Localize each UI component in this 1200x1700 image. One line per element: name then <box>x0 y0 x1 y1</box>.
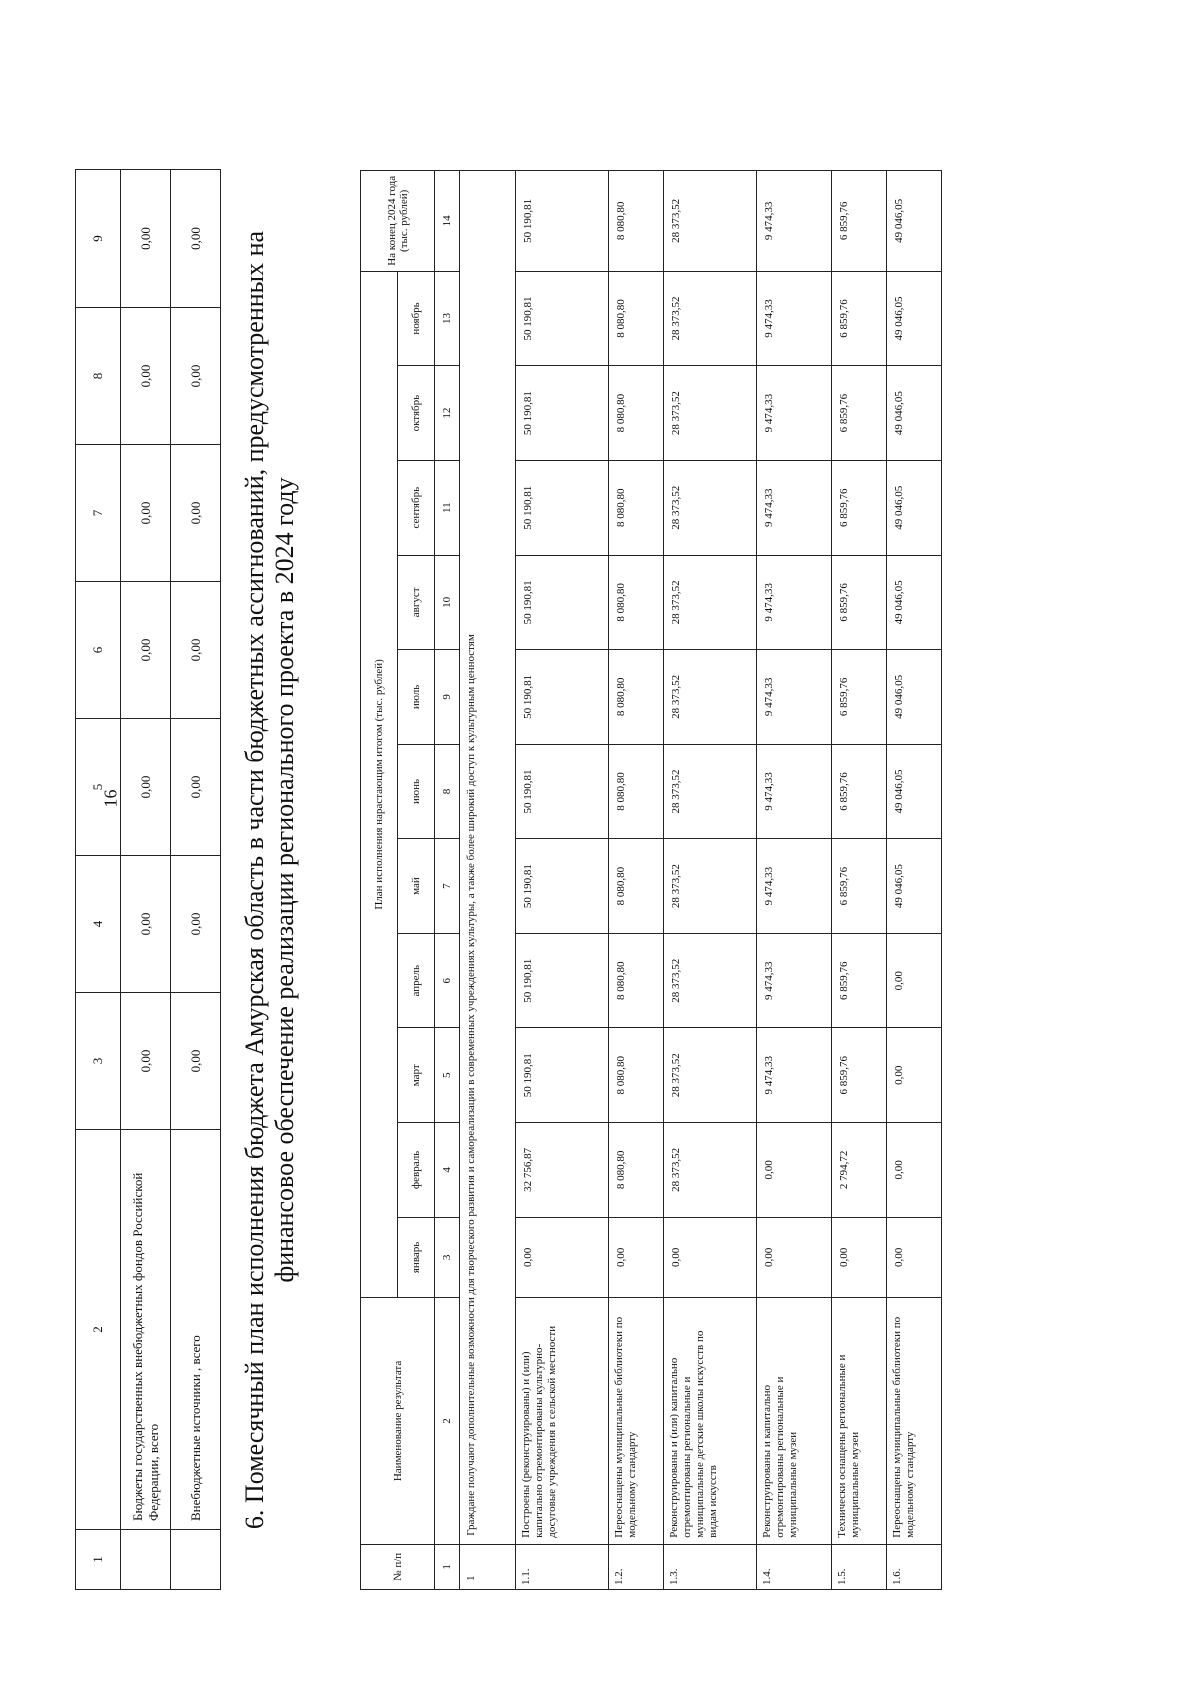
month-value: 49 046,05 <box>887 555 942 650</box>
month-value: 9 474,33 <box>757 555 832 650</box>
row-name: Внебюджетные источники , всего <box>171 1130 221 1530</box>
year-total: 9 474,33 <box>757 171 832 272</box>
month-value: 8 080,80 <box>609 460 664 555</box>
col-num-header: № п/п <box>361 1544 435 1589</box>
month-value: 28 373,52 <box>664 1123 757 1218</box>
month-value: 50 190,81 <box>516 366 609 461</box>
group-text: Граждане получают дополнительные возможности для творческого развития и самореализации в современных учреждениях культуры, а также более широкий доступ к культурным ценностям <box>460 171 516 1545</box>
month-value: 6 859,76 <box>832 933 887 1028</box>
table-row <box>609 171 664 1590</box>
row-name: Построены (реконструированы) и (или) капитально отремонтированы культурно-досуговые учреждения в сельской местности <box>516 1298 609 1545</box>
month-value: 8 080,80 <box>609 933 664 1028</box>
month-value: 8 080,80 <box>609 555 664 650</box>
col-name-header: Наименование результата <box>361 1298 435 1545</box>
year-total: 8 080,80 <box>609 171 664 272</box>
row-index: 1.1. <box>516 1544 609 1589</box>
row-index: 1.3. <box>664 1544 757 1589</box>
month-header: апрель <box>398 933 435 1028</box>
month-value: 6 859,76 <box>832 839 887 934</box>
row-index <box>121 1530 171 1590</box>
month-value: 28 373,52 <box>664 555 757 650</box>
month-value: 50 190,81 <box>516 933 609 1028</box>
month-value: 28 373,52 <box>664 744 757 839</box>
row-value: 0,00 <box>121 993 171 1130</box>
table-row <box>121 170 171 1590</box>
row-name: Переоснащены муниципальные библиотеки по модельному стандарту <box>887 1298 942 1545</box>
month-header: октябрь <box>398 366 435 461</box>
year-total: 50 190,81 <box>516 171 609 272</box>
month-value: 9 474,33 <box>757 366 832 461</box>
table1-header-cell: 6 <box>76 582 121 719</box>
row-name: Реконструированы и (или) капитально отремонтированы региональные и муниципальные детские школы искусств по видам искусств <box>664 1298 757 1545</box>
month-header: март <box>398 1028 435 1123</box>
month-value: 28 373,52 <box>664 271 757 366</box>
row-index: 1.2. <box>609 1544 664 1589</box>
month-value: 50 190,81 <box>516 1028 609 1123</box>
page-number: 16 <box>100 789 121 808</box>
table-row <box>171 170 221 1590</box>
table-row <box>516 171 609 1590</box>
plan-header: План исполнения нарастающим итогом (тыс. рублей) <box>361 271 398 1298</box>
table1-header-cell: 2 <box>76 1130 121 1530</box>
section-title-line-1: 6. Помесячный план исполнения бюджета Амурская область в части бюджетных ассигнований, предусмотренных на <box>240 230 269 1530</box>
row-value: 0,00 <box>121 308 171 445</box>
row-value: 0,00 <box>121 445 171 582</box>
row-name: Бюджеты государственных внебюджетных фондов Российской Федерации, всего <box>121 1130 171 1530</box>
row-index: 1.5. <box>832 1544 887 1589</box>
column-number: 7 <box>435 839 460 934</box>
month-value: 9 474,33 <box>757 839 832 934</box>
column-number: 12 <box>435 366 460 461</box>
table1-header-cell: 4 <box>76 856 121 993</box>
month-value: 9 474,33 <box>757 650 832 745</box>
table1-header-cell: 5 <box>76 719 121 856</box>
month-value: 28 373,52 <box>664 460 757 555</box>
table-row <box>832 171 887 1590</box>
month-value: 0,00 <box>887 1123 942 1218</box>
table-row <box>757 171 832 1590</box>
month-value: 8 080,80 <box>609 1123 664 1218</box>
month-value: 9 474,33 <box>757 460 832 555</box>
rotated-page-content <box>75 110 1125 1590</box>
month-value: 50 190,81 <box>516 271 609 366</box>
month-value: 28 373,52 <box>664 839 757 934</box>
month-value: 8 080,80 <box>609 839 664 934</box>
row-value: 0,00 <box>171 445 221 582</box>
year-total: 49 046,05 <box>887 171 942 272</box>
row-value: 0,00 <box>121 582 171 719</box>
month-value: 6 859,76 <box>832 1028 887 1123</box>
row-value: 0,00 <box>171 856 221 993</box>
section-title <box>240 180 300 1580</box>
month-header: январь <box>398 1217 435 1298</box>
month-value: 9 474,33 <box>757 744 832 839</box>
month-value: 0,00 <box>516 1217 609 1298</box>
month-value: 8 080,80 <box>609 271 664 366</box>
month-value: 49 046,05 <box>887 650 942 745</box>
row-value: 0,00 <box>171 308 221 445</box>
month-value: 49 046,05 <box>887 366 942 461</box>
month-header: июль <box>398 650 435 745</box>
month-value: 49 046,05 <box>887 460 942 555</box>
table1-header-cell: 8 <box>76 308 121 445</box>
month-value: 28 373,52 <box>664 366 757 461</box>
column-number: 11 <box>435 460 460 555</box>
month-header: сентябрь <box>398 460 435 555</box>
table1-header-cell: 9 <box>76 170 121 308</box>
month-value: 49 046,05 <box>887 839 942 934</box>
column-number: 8 <box>435 744 460 839</box>
section-title-line-2: финансовое обеспечение реализации регионального проекта в 2024 году <box>270 477 299 1283</box>
row-value: 0,00 <box>171 993 221 1130</box>
row-value: 0,00 <box>171 582 221 719</box>
row-value: 0,00 <box>121 170 171 308</box>
month-header: май <box>398 839 435 934</box>
column-number: 2 <box>435 1298 460 1545</box>
month-header: ноябрь <box>398 271 435 366</box>
month-value: 50 190,81 <box>516 460 609 555</box>
month-value: 0,00 <box>887 933 942 1028</box>
table2-header-row <box>361 171 398 1590</box>
month-value: 9 474,33 <box>757 271 832 366</box>
row-index: 1.4. <box>757 1544 832 1589</box>
column-number: 14 <box>435 171 460 272</box>
budget-sources-table <box>75 169 221 1590</box>
month-value: 8 080,80 <box>609 650 664 745</box>
row-name: Технически оснащены региональные и муниципальные музеи <box>832 1298 887 1545</box>
column-number: 4 <box>435 1123 460 1218</box>
month-header: июнь <box>398 744 435 839</box>
month-value: 6 859,76 <box>832 271 887 366</box>
month-value: 8 080,80 <box>609 1028 664 1123</box>
year-total: 28 373,52 <box>664 171 757 272</box>
month-value: 6 859,76 <box>832 650 887 745</box>
month-value: 0,00 <box>832 1217 887 1298</box>
column-numbers-row <box>435 171 460 1590</box>
month-value: 49 046,05 <box>887 271 942 366</box>
month-value: 28 373,52 <box>664 1028 757 1123</box>
column-number: 5 <box>435 1028 460 1123</box>
row-name: Переоснащены муниципальные библиотеки по модельному стандарту <box>609 1298 664 1545</box>
column-number: 10 <box>435 555 460 650</box>
column-number: 9 <box>435 650 460 745</box>
table1-header-row <box>76 170 121 1590</box>
month-value: 0,00 <box>757 1123 832 1218</box>
row-value: 0,00 <box>171 719 221 856</box>
month-value: 9 474,33 <box>757 1028 832 1123</box>
row-value: 0,00 <box>121 719 171 856</box>
column-number: 13 <box>435 271 460 366</box>
row-index <box>171 1530 221 1590</box>
month-value: 8 080,80 <box>609 744 664 839</box>
month-value: 32 756,87 <box>516 1123 609 1218</box>
month-value: 6 859,76 <box>832 460 887 555</box>
month-value: 28 373,52 <box>664 933 757 1028</box>
end-of-year-header: На конец 2024 года (тыс. рублей) <box>361 171 435 272</box>
month-value: 0,00 <box>664 1217 757 1298</box>
table-row <box>664 171 757 1590</box>
month-value: 0,00 <box>757 1217 832 1298</box>
month-value: 50 190,81 <box>516 744 609 839</box>
row-name: Реконструированы и капитально отремонтированы региональные и муниципальные музеи <box>757 1298 832 1545</box>
month-value: 6 859,76 <box>832 555 887 650</box>
column-number: 1 <box>435 1544 460 1589</box>
month-value: 0,00 <box>887 1217 942 1298</box>
group-index: 1 <box>460 1544 516 1589</box>
monthly-plan-table <box>360 170 942 1590</box>
column-number: 3 <box>435 1217 460 1298</box>
month-value: 0,00 <box>609 1217 664 1298</box>
table1-header-cell: 3 <box>76 993 121 1130</box>
table-row <box>887 171 942 1590</box>
group-row <box>460 171 516 1590</box>
column-number: 6 <box>435 933 460 1028</box>
month-header: август <box>398 555 435 650</box>
month-value: 2 794,72 <box>832 1123 887 1218</box>
table1-header-cell: 1 <box>76 1530 121 1590</box>
row-index: 1.6. <box>887 1544 942 1589</box>
row-value: 0,00 <box>171 170 221 308</box>
row-value: 0,00 <box>121 856 171 993</box>
month-header: февраль <box>398 1123 435 1218</box>
table1-header-cell: 7 <box>76 445 121 582</box>
month-value: 6 859,76 <box>832 366 887 461</box>
month-value: 8 080,80 <box>609 366 664 461</box>
month-value: 50 190,81 <box>516 650 609 745</box>
month-value: 50 190,81 <box>516 839 609 934</box>
month-value: 28 373,52 <box>664 650 757 745</box>
year-total: 6 859,76 <box>832 171 887 272</box>
month-value: 49 046,05 <box>887 744 942 839</box>
month-value: 6 859,76 <box>832 744 887 839</box>
month-value: 50 190,81 <box>516 555 609 650</box>
month-value: 9 474,33 <box>757 933 832 1028</box>
month-value: 0,00 <box>887 1028 942 1123</box>
